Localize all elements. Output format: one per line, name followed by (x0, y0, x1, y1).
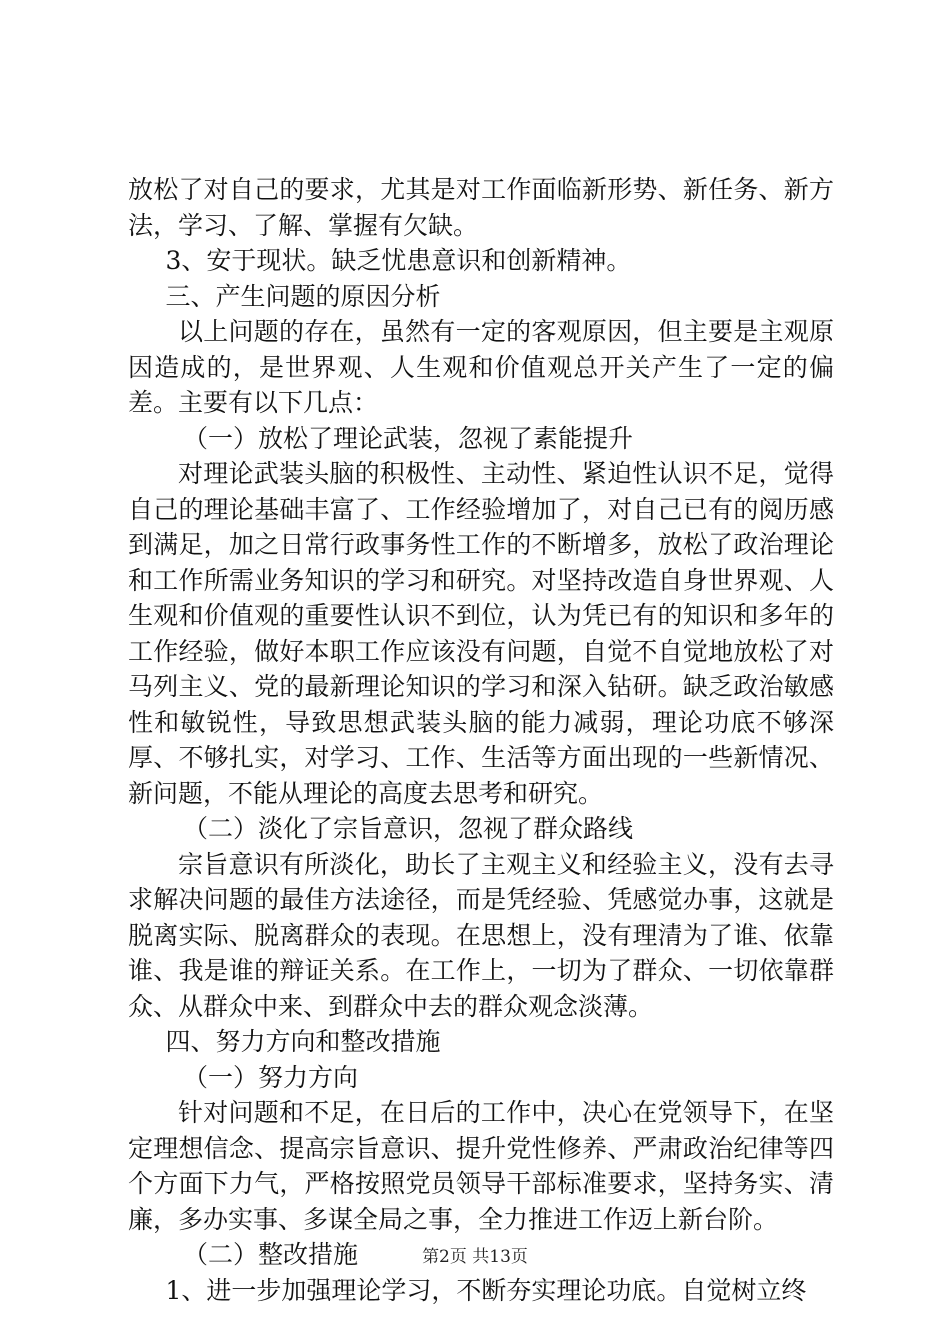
paragraph: 针对问题和不足，在日后的工作中，决心在党领导下，在坚定理想信念、提高宗旨意识、提升党性修养、严肃政治纪律等四个方面下力气，严格按照党员领导干部标准要求，坚持务实、清廉，多办实事、多谋全局之事，全力推进工作迈上新台阶。 (128, 1098, 834, 1234)
paragraph: 宗旨意识有所淡化，助长了主观主义和经验主义，没有去寻求解决问题的最佳方法途径，而是凭经验、凭感觉办事，这就是脱离实际、脱离群众的表现。在思想上，没有理清为了谁、依靠谁、我是谁的辩证关系。在工作上，一切为了群众、一切依靠群众、从群众中来、到群众中去的群众观念淡薄。 (128, 849, 834, 1021)
paragraph: 对理论武装头脑的积极性、主动性、紧迫性认识不足，觉得自己的理论基础丰富了、工作经验增加了，对自己已有的阅历感到满足，加之日常行政事务性工作的不断增多，放松了政治理论和工作所需业务知识的学习和研究。对坚持改造自身世界观、人生观和价值观的重要性认识不到位，认为凭已有的知识和多年的工作经验，做好本职工作应该没有问题，自觉不自觉地放松了对马列主义、党的最新理论知识的学习和深入钻研。缺乏政治敏感性和敏锐性，导致思想武装头脑的能力减弱，理论功底不够深厚、不够扎实，对学习、工作、生活等方面出现的一些新情况、新问题，不能从理论的高度去思考和研究。 (128, 459, 834, 808)
paragraph: （一）放松了理论武装，忽视了素能提升 (183, 423, 634, 453)
paragraph: 四、努力方向和整改措施 (165, 1027, 441, 1056)
page-footer: 第2页 共13页 (422, 1247, 528, 1267)
paragraph: 1、进一步加强理论学习，不断夯实理论功底。自觉树立终 (165, 1275, 807, 1305)
document-body (128, 172, 834, 1308)
paragraph: （二）淡化了宗旨意识，忽视了群众路线 (183, 814, 634, 843)
paragraph: （二）整改措施 (183, 1240, 359, 1269)
paragraph: 三、产生问题的原因分析 (165, 281, 441, 311)
paragraph: 3、安于现状。缺乏忧患意识和创新精神。 (165, 246, 632, 275)
paragraph: （一）努力方向 (183, 1062, 359, 1092)
paragraph: 以上问题的存在，虽然有一定的客观原因，但主要是主观原因造成的，是世界观、人生观和价值观总开关产生了一定的偏差。主要有以下几点： (128, 317, 834, 417)
paragraph: 放松了对自己的要求，尤其是对工作面临新形势、新任务、新方法，学习、了解、掌握有欠缺。 (128, 175, 834, 240)
